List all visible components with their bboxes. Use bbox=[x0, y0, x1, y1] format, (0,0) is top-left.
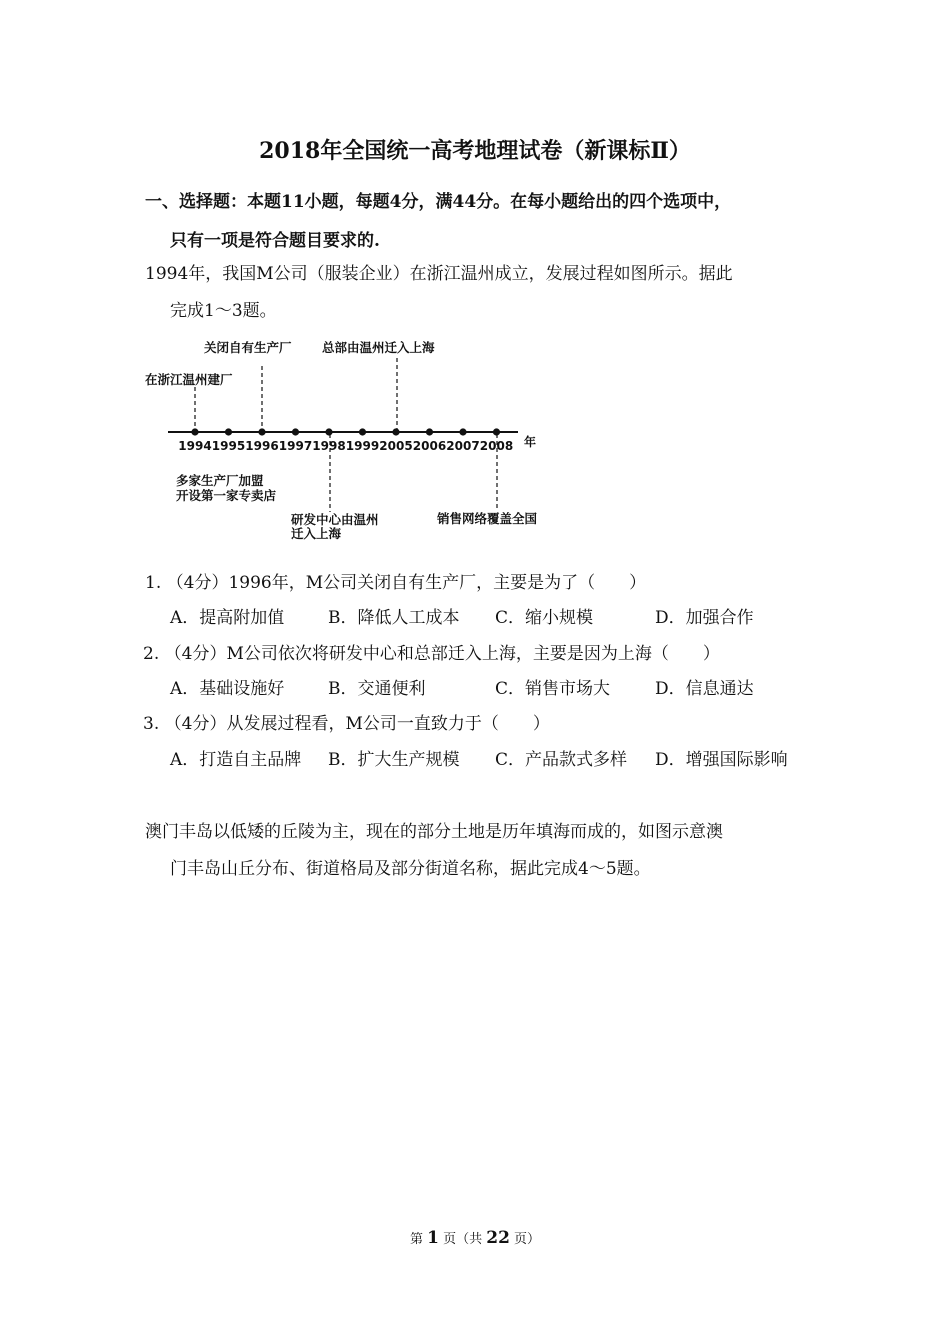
question-1-option-b: B．降低人工成本 bbox=[328, 608, 460, 628]
timeline-year-1994: 1994 bbox=[178, 439, 212, 453]
question-2-stem: 2. （4分）M公司依次将研发中心和总部迁入上海，主要是因为上海（ ） bbox=[143, 644, 720, 664]
page-title: 2018年全国统一高考地理试卷（新课标Ⅱ） bbox=[259, 138, 691, 164]
timeline-figure bbox=[140, 330, 580, 552]
timeline-year-1999: 1999 bbox=[345, 439, 380, 453]
intro-2-line2: 门丰岛山丘分布、街道格局及部分街道名称，据此完成4～5题。 bbox=[170, 859, 651, 879]
event-2005-label: 总部由温州迁入上海 bbox=[322, 340, 435, 355]
timeline-unit: 年 bbox=[524, 435, 537, 449]
question-1-option-a: A．提高附加值 bbox=[170, 608, 285, 628]
question-3-option-c: C．产品款式多样 bbox=[495, 750, 628, 770]
question-3-stem: 3. （4分）从发展过程看，M公司一直致力于（ ） bbox=[143, 714, 550, 734]
event-1994b-label-line2: 开设第一家专卖店 bbox=[176, 488, 277, 503]
footer-suffix: 页） bbox=[514, 1232, 541, 1247]
page-footer bbox=[0, 1228, 950, 1248]
timeline-dot-1997 bbox=[292, 428, 299, 435]
timeline-dot-1999 bbox=[359, 428, 366, 435]
intro-1-line2: 完成1～3题。 bbox=[170, 301, 277, 321]
timeline-dot-1998 bbox=[325, 428, 332, 435]
footer-page-number: 1 bbox=[427, 1228, 439, 1248]
timeline-year-2006: 2006 bbox=[412, 439, 447, 453]
timeline-dot-2006 bbox=[426, 428, 433, 435]
question-1-stem: 1. （4分）1996年，M公司关闭自有生产厂，主要是为了（ ） bbox=[145, 573, 647, 593]
timeline-dot-2005 bbox=[392, 428, 399, 435]
section-heading-line1: 一、选择题：本题11小题，每题4分，满44分。在每小题给出的四个选项中， bbox=[145, 192, 732, 212]
event-2008-label: 销售网络覆盖全国 bbox=[437, 511, 538, 526]
question-2-option-a: A．基础设施好 bbox=[170, 679, 285, 699]
timeline-year-1996: 1996 bbox=[245, 439, 279, 453]
question-3-option-d: D．增强国际影响 bbox=[655, 750, 788, 770]
event-1994b-label-line1: 多家生产厂加盟 bbox=[176, 473, 264, 488]
question-1-option-c: C．缩小规模 bbox=[495, 608, 594, 628]
event-1998-label-line1: 研发中心由温州 bbox=[291, 512, 379, 527]
timeline-year-1995: 1995 bbox=[211, 439, 246, 453]
timeline-year-1997: 1997 bbox=[278, 439, 313, 453]
timeline-year-2008: 2008 bbox=[479, 439, 514, 453]
intro-1-line1: 1994年，我国M公司（服装企业）在浙江温州成立，发展过程如图所示。据此 bbox=[145, 264, 733, 284]
timeline-dot-1995 bbox=[225, 428, 232, 435]
event-1996-label: 关闭自有生产厂 bbox=[204, 340, 292, 355]
footer-total-pages: 22 bbox=[486, 1228, 510, 1248]
question-2-option-c: C．销售市场大 bbox=[495, 679, 611, 699]
timeline-year-1998: 1998 bbox=[312, 439, 346, 453]
event-1994-label: 在浙江温州建厂 bbox=[145, 372, 233, 387]
event-1998-label-line2: 迁入上海 bbox=[291, 526, 342, 541]
timeline-year-2005: 2005 bbox=[379, 439, 413, 453]
timeline-year-2007: 2007 bbox=[446, 439, 480, 453]
timeline-years bbox=[178, 439, 513, 453]
intro-2-line1: 澳门丰岛以低矮的丘陵为主，现在的部分土地是历年填海而成的，如图示意澳 bbox=[145, 822, 723, 842]
footer-prefix: 第 bbox=[409, 1232, 423, 1247]
section-heading-line2: 只有一项是符合题目要求的. bbox=[170, 231, 380, 251]
timeline-dot-2007 bbox=[459, 428, 466, 435]
question-3-option-a: A．打造自主品牌 bbox=[170, 750, 302, 770]
question-2-option-b: B．交通便利 bbox=[328, 679, 426, 699]
question-2-option-d: D．信息通达 bbox=[655, 679, 754, 699]
question-1-option-d: D．加强合作 bbox=[655, 608, 754, 628]
footer-mid: 页（共 bbox=[443, 1232, 483, 1247]
question-3-option-b: B．扩大生产规模 bbox=[328, 750, 460, 770]
